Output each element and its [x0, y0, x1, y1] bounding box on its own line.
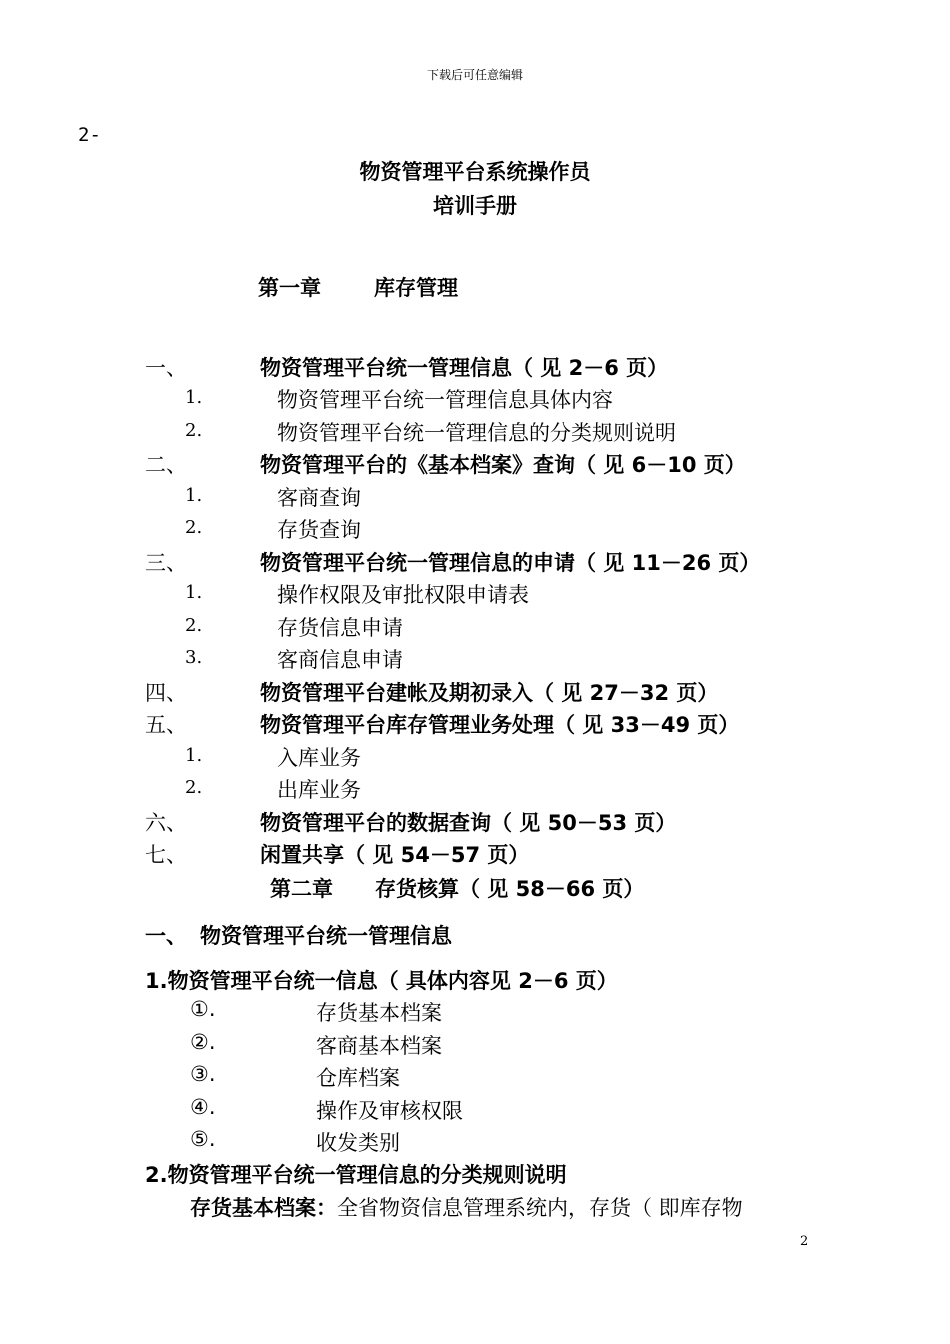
list-item-number: ④.	[190, 1095, 216, 1119]
list-item-text: 收发类别	[316, 1131, 400, 1155]
toc-title: 物资管理平台库存管理业务处理（ 见 33－49 页）	[260, 713, 740, 737]
page-reference: 2-	[78, 124, 101, 146]
toc-number: 一、	[145, 356, 187, 380]
toc-entry	[0, 839, 950, 871]
toc-title: 物资管理平台的《基本档案》查询（ 见 6－10 页）	[260, 453, 746, 477]
toc-sub-title: 物资管理平台统一管理信息具体内容	[277, 388, 613, 412]
header-note: 下载后可任意编辑	[426, 68, 523, 82]
toc-entry	[0, 449, 950, 481]
list-item-text: 操作及审核权限	[316, 1099, 463, 1123]
toc-entry	[0, 352, 950, 384]
toc-sub-number: 2.	[185, 420, 203, 441]
toc-entry	[0, 677, 950, 709]
toc-entry	[0, 547, 950, 579]
toc-number: 三、	[145, 551, 187, 575]
list-item	[0, 1095, 950, 1125]
list-item	[0, 1062, 950, 1092]
chapter1-name: 库存管理	[374, 276, 458, 300]
toc-sub-number: 2.	[185, 615, 203, 636]
toc-sub-title: 操作权限及审批权限申请表	[277, 583, 529, 607]
toc-sub-title: 客商信息申请	[277, 648, 403, 672]
list-item-text: 客商基本档案	[316, 1034, 442, 1058]
toc-subentry	[0, 612, 950, 644]
toc-number: 二、	[145, 453, 187, 477]
list-item-number: ③.	[190, 1062, 216, 1086]
toc-sub-number: 2.	[185, 777, 203, 798]
toc-sub-title: 出库业务	[277, 778, 361, 802]
toc-sub-number: 1.	[185, 485, 203, 506]
toc-number: 四、	[145, 681, 187, 705]
toc-sub-title: 存货查询	[277, 518, 361, 542]
paragraph-label: 存货基本档案：	[190, 1196, 337, 1220]
subsection-title: 1.物资管理平台统一信息（ 具体内容见 2－6 页）	[145, 969, 618, 993]
toc-subentry	[0, 417, 950, 449]
toc-number: 六、	[145, 811, 187, 835]
toc-title: 物资管理平台建帐及期初录入（ 见 27－32 页）	[260, 681, 719, 705]
toc-number: 五、	[145, 713, 187, 737]
list-item-number: ②.	[190, 1030, 216, 1054]
list-item	[0, 997, 950, 1027]
list-item	[0, 1030, 950, 1060]
toc-subentry	[0, 644, 950, 676]
paragraph-text: 全省物资信息管理系统内，存货（ 即库存物	[337, 1196, 743, 1220]
list-item	[0, 1127, 950, 1157]
list-item-number: ①.	[190, 997, 216, 1021]
toc-entry	[0, 709, 950, 741]
toc-title: 物资管理平台统一管理信息的申请（ 见 11－26 页）	[260, 551, 761, 575]
toc-title: 物资管理平台统一管理信息（ 见 2－6 页）	[260, 356, 669, 380]
list-item-text: 存货基本档案	[316, 1001, 442, 1025]
toc-subentry	[0, 384, 950, 416]
document-title-line1: 物资管理平台系统操作员	[359, 160, 591, 184]
document-title-line2: 培训手册	[433, 194, 517, 218]
toc-subentry	[0, 774, 950, 806]
toc-entry	[0, 807, 950, 839]
toc-sub-number: 1.	[185, 582, 203, 603]
toc-sub-number: 1.	[185, 387, 203, 408]
toc-subentry	[0, 482, 950, 514]
section-title: 物资管理平台统一管理信息	[200, 924, 452, 948]
page-number: 2	[800, 1234, 809, 1249]
toc-subentry	[0, 514, 950, 546]
subsection-title: 2.物资管理平台统一管理信息的分类规则说明	[145, 1163, 567, 1187]
toc-title: 物资管理平台的数据查询（ 见 50－53 页）	[260, 811, 677, 835]
list-item-number: ⑤.	[190, 1127, 216, 1151]
toc-sub-title: 存货信息申请	[277, 616, 403, 640]
toc-number: 七、	[145, 843, 187, 867]
body-paragraph	[190, 1192, 743, 1222]
toc-subentry	[0, 742, 950, 774]
list-item-text: 仓库档案	[316, 1066, 400, 1090]
chapter2-name: 存货核算（ 见 58－66 页）	[375, 877, 645, 901]
toc-sub-title: 物资管理平台统一管理信息的分类规则说明	[277, 421, 676, 445]
toc-subentry	[0, 579, 950, 611]
chapter1-label: 第一章	[258, 276, 321, 300]
toc-sub-title: 客商查询	[277, 486, 361, 510]
toc-sub-number: 3.	[185, 647, 203, 668]
toc-sub-number: 2.	[185, 517, 203, 538]
toc-sub-number: 1.	[185, 745, 203, 766]
toc-sub-title: 入库业务	[277, 746, 361, 770]
toc-title: 闲置共享（ 见 54－57 页）	[260, 843, 530, 867]
section-number: 一、	[145, 924, 187, 948]
chapter2-label: 第二章	[270, 877, 333, 901]
